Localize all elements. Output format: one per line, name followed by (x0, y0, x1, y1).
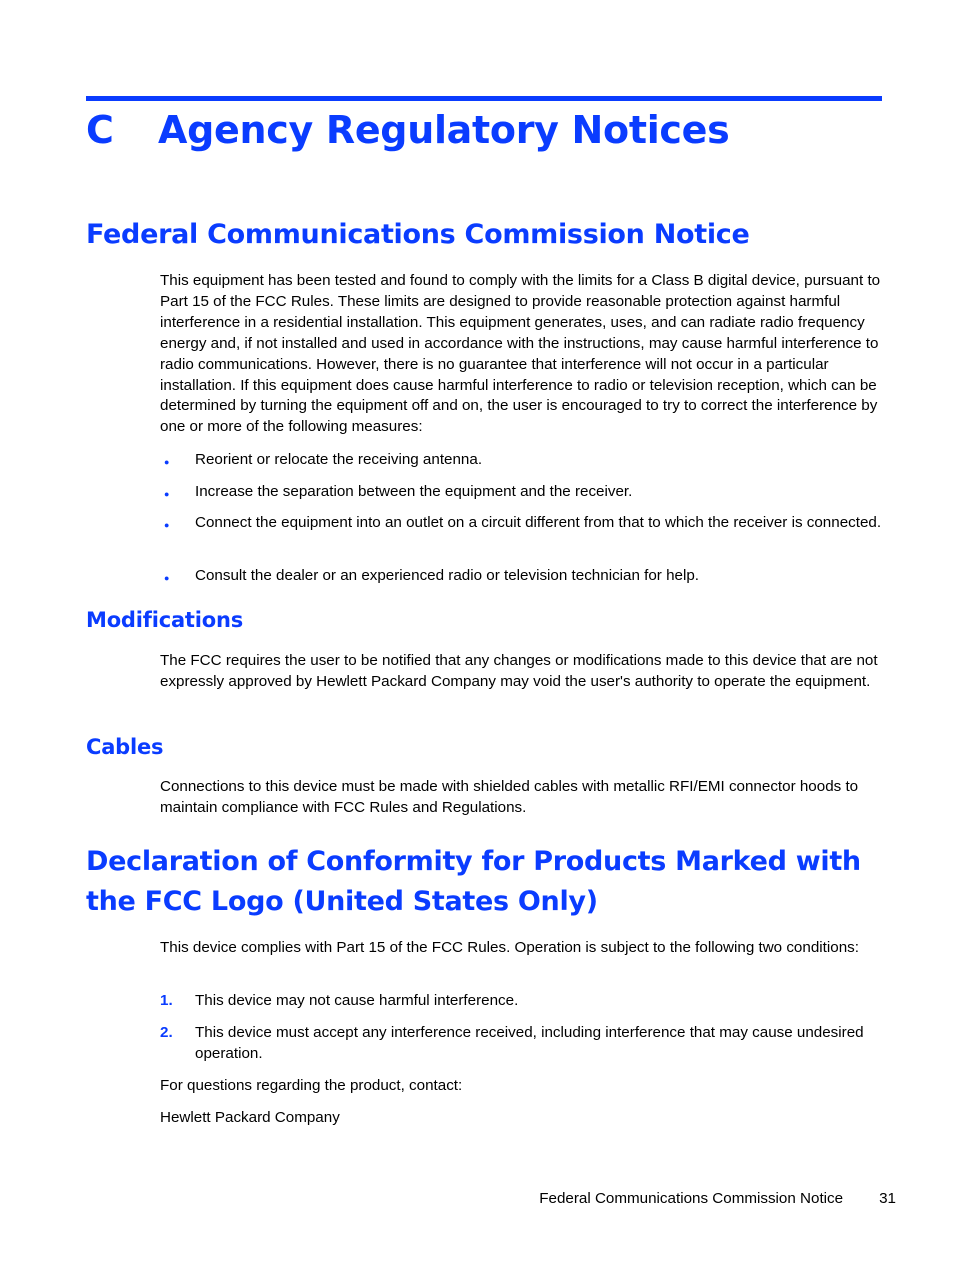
list-number: 2. (160, 1024, 173, 1041)
footer-section-title: Federal Communications Commission Notice (539, 1190, 844, 1207)
chapter-title-text: Agency Regulatory Notices (158, 108, 730, 152)
chapter-rule (86, 96, 882, 101)
list-item-text: Connect the equipment into an outlet on a circuit different from that to which the receiver is connected. (195, 514, 882, 531)
list-number: 1. (160, 992, 173, 1009)
cables-text: Connections to this device must be made with shielded cables with metallic RFI/EMI connector hoods to maintain compliance with FCC Rules and Regulations. (160, 778, 859, 816)
cables-heading: Cables (86, 735, 164, 759)
declaration-heading-line1: Declaration of Conformity for Products Marked with (86, 846, 861, 877)
declaration-heading-line2: the FCC Logo (United States Only) (86, 886, 598, 917)
list-item-text: This device must accept any interference received, including interference that may cause undesired operation. (195, 1024, 864, 1062)
declaration-heading (86, 842, 861, 922)
list-item-text: Consult the dealer or an experienced radio or television technician for help. (195, 567, 700, 584)
bullet-icon: ● (164, 573, 170, 583)
modifications-heading: Modifications (86, 608, 244, 632)
page-number: 31 (879, 1190, 896, 1207)
bullet-icon: ● (164, 489, 170, 499)
bullet-icon: ● (164, 457, 170, 467)
bullet-icon: ● (164, 520, 170, 530)
list-item-text: Reorient or relocate the receiving antenna. (195, 451, 483, 468)
modifications-text: The FCC requires the user to be notified that any changes or modifications made to this device that are not expressly approved by Hewlett Packard Company may void the user's authority to operate the equipment. (160, 652, 878, 690)
list-item-text: This device may not cause harmful interference. (195, 992, 519, 1009)
fcc-notice-heading: Federal Communications Commission Notice (86, 219, 750, 250)
chapter-title (86, 108, 729, 152)
chapter-letter: C (86, 108, 114, 152)
list-item (160, 513, 884, 534)
company-name: Hewlett Packard Company (160, 1109, 340, 1126)
page-footer (539, 1188, 896, 1210)
fcc-notice-intro: This equipment has been tested and found to comply with the limits for a Class B digital device, pursuant to Part 15 of the FCC Rules. These limits are designed to provide reasonable protection against harmful interference in a residential installation. This equipment generates, uses, and can radiate radio frequency energy and, if not installed and used in accordance with the instructions, may cause harmful interference to radio communications. However, there is no guarantee that interference will not occur in a particular installation. If this equipment does cause harmful interference to radio or television reception, which can be determined by turning the equipment off and on, the user is encouraged to try to correct the interference by one or more of the following measures: (160, 272, 881, 436)
list-item (160, 450, 884, 471)
list-item (160, 482, 884, 503)
list-item-text: Increase the separation between the equipment and the receiver. (195, 483, 633, 500)
contact-intro: For questions regarding the product, contact: (160, 1077, 463, 1094)
list-item (160, 991, 884, 1012)
list-item (160, 566, 884, 587)
declaration-intro: This device complies with Part 15 of the FCC Rules. Operation is subject to the following two conditions: (160, 939, 859, 956)
list-item (160, 1023, 884, 1065)
